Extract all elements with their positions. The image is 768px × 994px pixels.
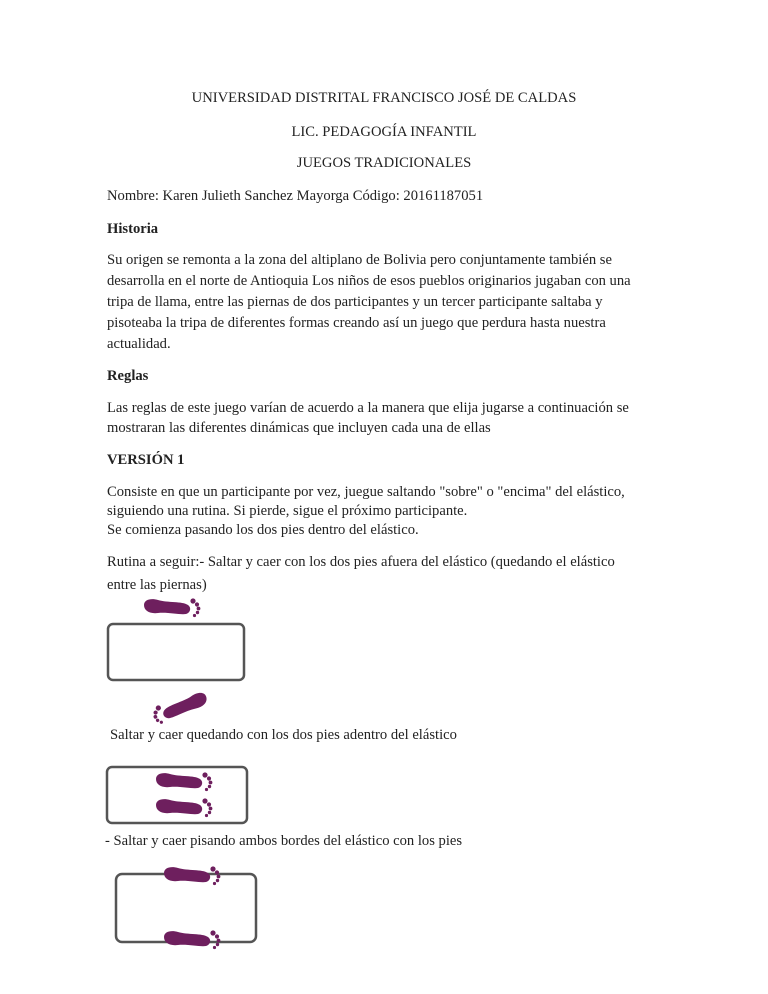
step2-text: Saltar y caer quedando con los dos pies adentro del elástico (110, 727, 457, 743)
reglas-line: mostraran las diferentes dinámicas que incluyen cada una de ellas (107, 420, 491, 436)
step3-text: - Saltar y caer pisando ambos bordes del elástico con los pies (105, 833, 463, 849)
rutina-line: Rutina a seguir:- Saltar y caer con los dos pies afuera del elástico (quedando el elástico (107, 554, 615, 570)
student-line: Nombre: Karen Julieth Sanchez Mayorga Código: 20161187051 (107, 188, 484, 204)
rutina-line: entre las piernas) (107, 577, 207, 593)
historia-line: Su origen se remonta a la zona del altiplano de Bolivia pero conjuntamente también se (107, 252, 612, 268)
subject-title: JUEGOS TRADICIONALES (296, 155, 472, 171)
footprint-icon (144, 598, 200, 617)
figure-feet-inside (104, 764, 254, 826)
figure-feet-on-edges (112, 864, 262, 954)
elastic-rectangle (116, 874, 256, 942)
version1-line: Consiste en que un participante por vez, juegue saltando "sobre" o "encima" del elástico, (107, 484, 625, 500)
historia-heading: Historia (107, 221, 159, 237)
program-title: LIC. PEDAGOGÍA INFANTIL (291, 124, 477, 140)
historia-line: tripa de llama, entre las piernas de dos participantes y un tercer participante saltaba y (107, 294, 603, 310)
version1-line: Se comienza pasando los dos pies dentro del elástico. (107, 522, 419, 538)
footprint-icon (150, 690, 209, 725)
reglas-line: Las reglas de este juego varían de acuerdo a la manera que elija jugarse a continuación se (107, 400, 629, 416)
historia-line: desarrolla en el norte de Antioquia Los niños de esos pueblos originarios jugaban con una (107, 273, 631, 289)
historia-line: pisoteaba la tripa de diferentes formas creando así un juego que perdura hasta nuestra (107, 315, 606, 331)
university-title: UNIVERSIDAD DISTRITAL FRANCISCO JOSÉ DE CALDAS (191, 90, 577, 106)
historia-line: actualidad. (107, 336, 171, 352)
figure-feet-outside (104, 596, 254, 721)
elastic-rectangle (108, 624, 244, 680)
version1-line: siguiendo una rutina. Si pierde, sigue el próximo participante. (107, 503, 468, 519)
reglas-heading: Reglas (107, 368, 149, 384)
version1-heading: VERSIÓN 1 (107, 452, 185, 468)
